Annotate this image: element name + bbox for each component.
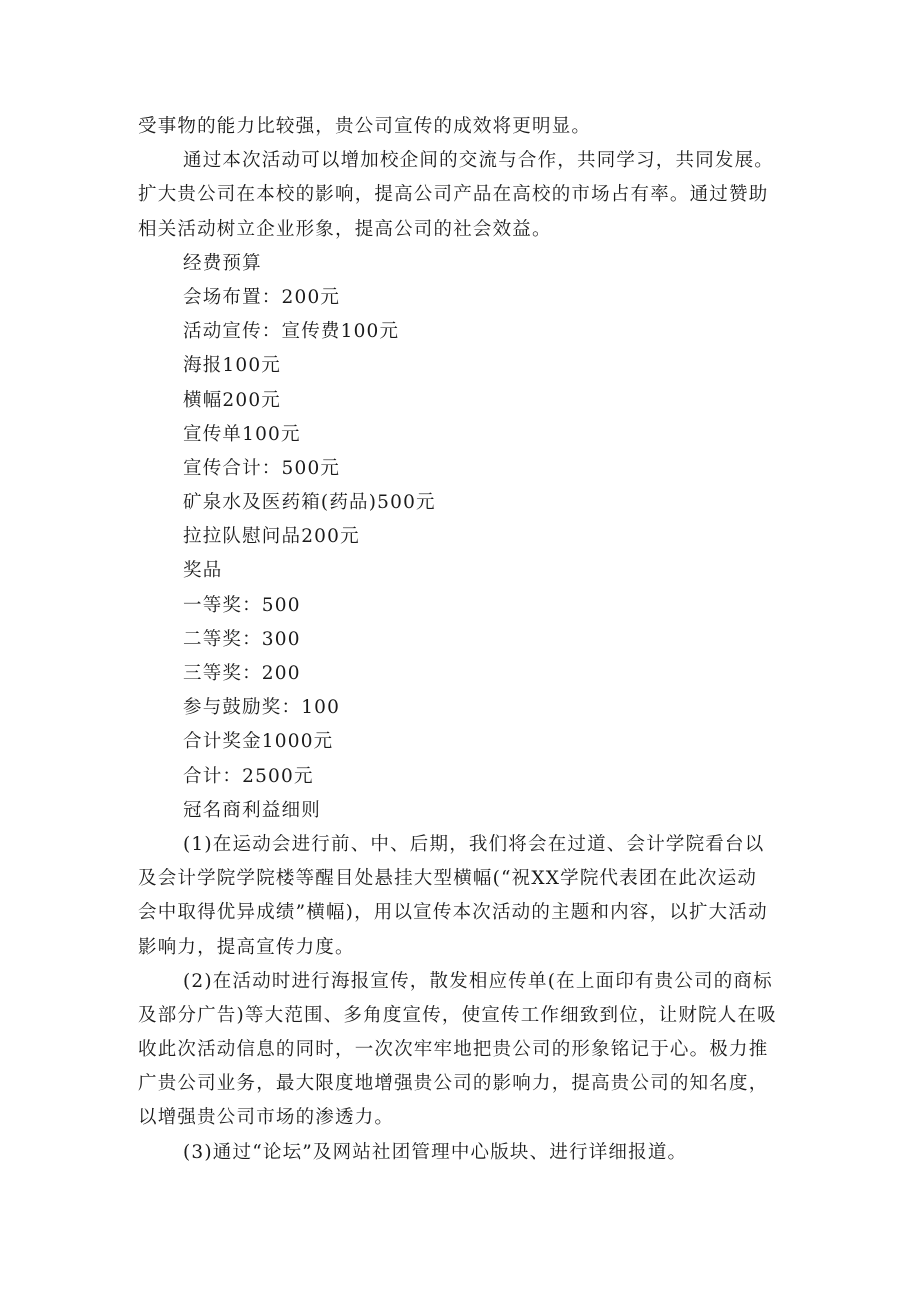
- text-line: 收此次活动信息的同时，一次次牢牢地把贵公司的形象铭记于心。极力推: [138, 1039, 769, 1061]
- text-line: 影响力，提高宣传力度。: [138, 936, 355, 958]
- text-line: 扩大贵公司在本校的影响，提高公司产品在高校的市场占有率。通过赞助: [138, 184, 769, 206]
- text-line: 相关活动树立企业形象，提高公司的社会效益。: [138, 218, 552, 240]
- text-line: 通过本次活动可以增加校企间的交流与合作，共同学习，共同发展。: [183, 150, 775, 172]
- prize-item: 参与鼓励奖：100: [183, 697, 341, 719]
- prize-total: 合计奖金1000元: [183, 731, 334, 753]
- budget-item: 横幅200元: [183, 389, 282, 411]
- budget-item: 会场布置：200元: [183, 286, 341, 308]
- prizes-heading: 奖品: [183, 560, 223, 582]
- prize-item: 一等奖：500: [183, 594, 301, 616]
- sponsor-right-3: [138, 1136, 788, 1170]
- document-body: [138, 110, 788, 1170]
- text-line: (3)通过“论坛”及网站社团管理中心版块、进行详细报道。: [183, 1141, 688, 1163]
- budget-item: 拉拉队慰问品200元: [183, 526, 360, 548]
- budget-item: 矿泉水及医药箱(药品)500元: [183, 492, 436, 514]
- budget-heading: 经费预算: [183, 252, 262, 274]
- budget-list: [138, 247, 788, 828]
- budget-item: 活动宣传：宣传费100元: [183, 321, 400, 343]
- text-line: 广贵公司业务，最大限度地增强贵公司的影响力，提高贵公司的知名度，: [138, 1073, 769, 1095]
- budget-item: 宣传单100元: [183, 423, 301, 445]
- budget-item: 宣传合计：500元: [183, 457, 341, 479]
- text-line: 及部分广告)等大范围、多角度宣传，使宣传工作细致到位，让财院人在吸: [138, 1004, 777, 1026]
- text-line: 以增强贵公司市场的渗透力。: [138, 1107, 395, 1129]
- text-line: (2)在活动时进行海报宣传，散发相应传单(在上面印有贵公司的商标: [183, 970, 773, 992]
- text-line: 受事物的能力比较强，贵公司宣传的成效将更明显。: [138, 116, 592, 137]
- text-line: (1)在运动会进行前、中、后期，我们将会在过道、会计学院看台以: [183, 833, 765, 855]
- sponsor-rights-heading: 冠名商利益细则: [183, 799, 321, 821]
- text-line: 及会计学院学院楼等醒目处悬挂大型横幅(“祝XX学院代表团在此次运动: [138, 868, 758, 890]
- exchange-paragraph: [138, 144, 788, 247]
- prize-item: 三等奖：200: [183, 663, 301, 684]
- prize-item: 二等奖：300: [183, 628, 301, 650]
- intro-paragraph: [138, 110, 788, 144]
- sponsor-right-1: [138, 828, 788, 965]
- budget-item: 海报100元: [183, 355, 282, 377]
- sponsor-right-2: [138, 965, 788, 1136]
- text-line: 会中取得优异成绩”横幅)，用以宣传本次活动的主题和内容，以扩大活动: [138, 902, 768, 924]
- grand-total: 合计：2500元: [183, 765, 314, 787]
